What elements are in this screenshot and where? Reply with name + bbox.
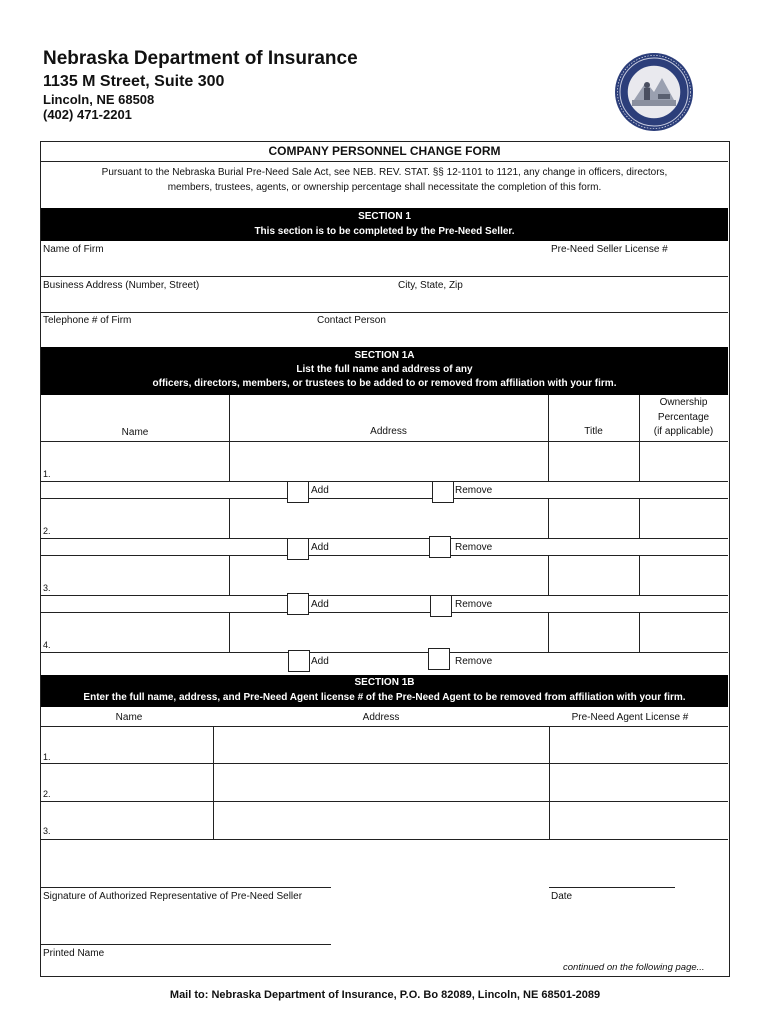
col-name-header: Name (121, 427, 149, 438)
section-1-heading: SECTION 1 (358, 211, 411, 222)
row-number: 4. (43, 640, 51, 650)
remove-label-3: Remove (455, 599, 493, 610)
section-1b-heading: SECTION 1B (354, 677, 415, 688)
intro-line-1: Pursuant to the Nebraska Burial Pre-Need Sale Act, see NEB. REV. STAT. §§ 12-1101 to 1121, any change in officers, directors, (101, 167, 668, 178)
mailing-address: Mail to: Nebraska Department of Insurance, P.O. Bo 82089, Lincoln, NE 68501-2089 (169, 989, 601, 1001)
col-ownership-header-3: (if applicable) (653, 426, 714, 437)
remove-checkbox-3[interactable] (430, 595, 452, 617)
contact-person-label: Contact Person (317, 315, 386, 326)
col-ownership-header-2: Percentage (657, 412, 710, 423)
col-agent-license-header: Pre-Need Agent License # (571, 712, 689, 723)
row-number: 1. (43, 469, 51, 479)
section-1a-line-3: officers, directors, members, or trustees to be added to or removed from affiliation with your firm. (152, 378, 617, 389)
section-1b-header (41, 675, 728, 707)
section-1-header (41, 208, 728, 241)
seller-license-label: Pre-Need Seller License # (551, 244, 668, 255)
row-number: 1. (43, 752, 51, 762)
telephone-label: Telephone # of Firm (43, 315, 132, 326)
printed-name-label: Printed Name (43, 948, 105, 959)
department-name: Nebraska Department of Insurance (43, 48, 358, 69)
add-label-4: Add (311, 656, 329, 667)
state-seal-icon (614, 52, 694, 132)
date-label: Date (551, 891, 573, 902)
section-1b-line-2: Enter the full name, address, and Pre-Need Agent license # of the Pre-Need Agent to be removed from affiliation with your firm. (83, 692, 686, 703)
date-line[interactable] (549, 887, 675, 888)
city-state-zip-label: City, State, Zip (398, 280, 463, 291)
city-address: Lincoln, NE 68508 (43, 92, 155, 107)
row-number: 3. (43, 826, 51, 836)
printed-name-line[interactable] (41, 944, 331, 945)
remove-checkbox-1[interactable] (432, 481, 454, 503)
add-label-2: Add (311, 542, 329, 553)
phone-number: (402) 471-2201 (43, 107, 132, 122)
add-checkbox-2[interactable] (287, 538, 309, 560)
add-checkbox-4[interactable] (288, 650, 310, 672)
col-address-header: Address (370, 426, 407, 437)
signature-label: Signature of Authorized Representative of Pre-Need Seller (43, 891, 303, 902)
section-1a-line-2: List the full name and address of any (296, 364, 473, 375)
add-checkbox-1[interactable] (287, 481, 309, 503)
signature-line[interactable] (41, 887, 331, 888)
remove-checkbox-4[interactable] (428, 648, 450, 670)
remove-label-2: Remove (455, 542, 493, 553)
remove-checkbox-2[interactable] (429, 536, 451, 558)
row-number: 2. (43, 526, 51, 536)
section-1-subheading: This section is to be completed by the Pre-Need Seller. (254, 226, 515, 237)
form-container (40, 141, 730, 977)
business-address-label: Business Address (Number, Street) (43, 280, 200, 291)
add-label-1: Add (311, 485, 329, 496)
add-label-3: Add (311, 599, 329, 610)
section-1a-heading: SECTION 1A (354, 350, 415, 361)
row-number: 2. (43, 789, 51, 799)
add-checkbox-3[interactable] (287, 593, 309, 615)
row-number: 3. (43, 583, 51, 593)
col-agent-address-header: Address (362, 712, 400, 723)
continued-note: continued on the following page... (563, 962, 705, 973)
col-title-header: Title (584, 426, 603, 437)
col-ownership-header-1: Ownership (659, 397, 708, 408)
intro-line-2: members, trustees, agents, or ownership percentage shall necessitate the completion of this form. (167, 182, 602, 193)
form-title: COMPANY PERSONNEL CHANGE FORM (268, 144, 501, 158)
street-address: 1135 M Street, Suite 300 (43, 73, 225, 90)
name-of-firm-label: Name of Firm (43, 244, 104, 255)
col-agent-name-header: Name (115, 712, 143, 723)
section-1a-header (41, 347, 728, 395)
remove-label-4: Remove (455, 656, 493, 667)
remove-label-1: Remove (455, 485, 493, 496)
